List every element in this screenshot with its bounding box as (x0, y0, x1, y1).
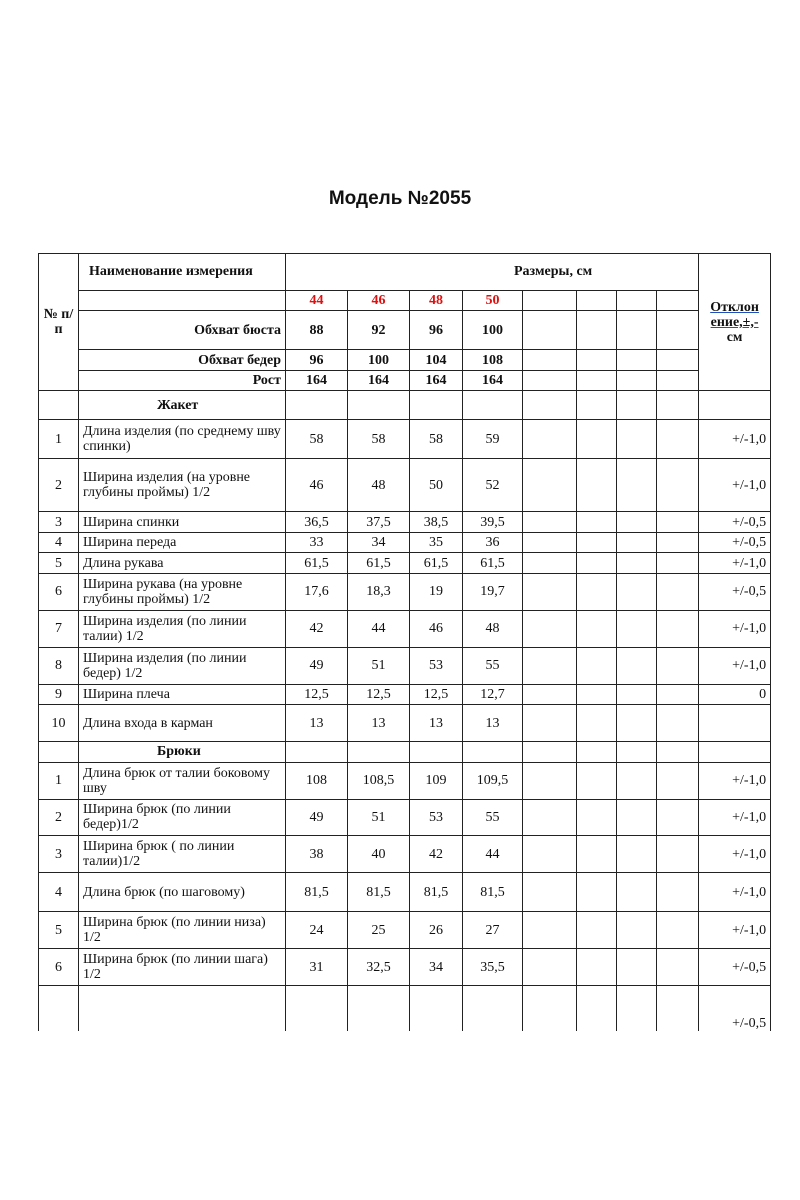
empty-cell (577, 370, 617, 391)
empty-cell (523, 311, 577, 350)
measure-value: 34 (410, 949, 463, 986)
measure-value: 49 (286, 799, 348, 836)
empty-cell (523, 532, 577, 553)
base-measure-value: 100 (348, 350, 410, 371)
row-number: 4 (39, 873, 79, 912)
empty-cell (523, 391, 577, 420)
deviation-header-text: ение,±,- (710, 314, 759, 330)
measure-value: 52 (463, 459, 523, 512)
measure-value (463, 986, 523, 1031)
empty-cell (577, 532, 617, 553)
deviation-value: +/-1,0 (699, 610, 771, 647)
empty-cell (617, 553, 657, 574)
empty-cell (577, 573, 617, 610)
deviation-value: +/-1,0 (699, 459, 771, 512)
row-number: 5 (39, 912, 79, 949)
empty-cell (286, 391, 348, 420)
row-number: 6 (39, 573, 79, 610)
deviation-value: +/-1,0 (699, 873, 771, 912)
measure-value: 46 (286, 459, 348, 512)
measure-value: 44 (463, 836, 523, 873)
base-measure-value: 104 (410, 350, 463, 371)
measure-value: 51 (348, 799, 410, 836)
table-row (39, 986, 771, 1031)
measure-name: Ширина переда (79, 532, 286, 553)
measure-value (410, 986, 463, 1031)
empty-cell (617, 290, 657, 311)
deviation-value: +/-0,5 (699, 573, 771, 610)
measure-name: Ширина брюк (по линии низа) 1/2 (79, 912, 286, 949)
empty-cell (523, 949, 577, 986)
row-number: 5 (39, 553, 79, 574)
empty-cell (657, 350, 699, 371)
measure-value: 44 (348, 610, 410, 647)
measure-value: 38 (286, 836, 348, 873)
base-measure-label: Рост (79, 370, 286, 391)
empty-cell (657, 610, 699, 647)
base-measure-label: Обхват бедер (79, 350, 286, 371)
empty-cell (617, 370, 657, 391)
empty-cell (79, 290, 286, 311)
measure-name: Ширина изделия (по линии талии) 1/2 (79, 610, 286, 647)
measure-value: 49 (286, 647, 348, 684)
empty-cell (657, 986, 699, 1031)
empty-cell (463, 391, 523, 420)
empty-cell (617, 420, 657, 459)
empty-cell (657, 459, 699, 512)
measure-name: Ширина брюк ( по линии талии)1/2 (79, 836, 286, 873)
table-row (39, 610, 771, 647)
measure-value: 19,7 (463, 573, 523, 610)
empty-cell (410, 391, 463, 420)
empty-cell (657, 684, 699, 705)
empty-cell (523, 610, 577, 647)
row-number: 4 (39, 532, 79, 553)
empty-cell (39, 742, 79, 763)
empty-cell (657, 553, 699, 574)
measure-value: 42 (410, 836, 463, 873)
measure-value: 39,5 (463, 512, 523, 533)
empty-cell (577, 684, 617, 705)
base-measure-row (39, 311, 771, 350)
empty-cell (523, 912, 577, 949)
measure-value: 61,5 (348, 553, 410, 574)
empty-cell (657, 647, 699, 684)
empty-cell (523, 705, 577, 742)
empty-cell (523, 370, 577, 391)
measure-name: Ширина плеча (79, 684, 286, 705)
empty-cell (617, 647, 657, 684)
table-row (39, 573, 771, 610)
measure-value: 33 (286, 532, 348, 553)
empty-cell (348, 742, 410, 763)
deviation-value: +/-1,0 (699, 799, 771, 836)
empty-cell (577, 799, 617, 836)
measure-value: 81,5 (348, 873, 410, 912)
measure-name: Ширина спинки (79, 512, 286, 533)
measure-value: 58 (410, 420, 463, 459)
measure-value: 26 (410, 912, 463, 949)
measure-value: 32,5 (348, 949, 410, 986)
measure-value: 51 (348, 647, 410, 684)
deviation-value: 0 (699, 684, 771, 705)
empty-cell (657, 705, 699, 742)
empty-cell (577, 705, 617, 742)
empty-cell (657, 391, 699, 420)
empty-cell (577, 647, 617, 684)
empty-cell (617, 799, 657, 836)
empty-cell (657, 420, 699, 459)
empty-cell (699, 742, 771, 763)
empty-cell (577, 311, 617, 350)
base-measure-value: 96 (286, 350, 348, 371)
measure-value: 25 (348, 912, 410, 949)
base-measure-value: 96 (410, 311, 463, 350)
row-number: 6 (39, 949, 79, 986)
empty-cell (617, 573, 657, 610)
deviation-value: +/-1,0 (699, 762, 771, 799)
empty-cell (617, 873, 657, 912)
sizes-row (39, 290, 771, 311)
base-measure-value: 100 (463, 311, 523, 350)
table-row (39, 762, 771, 799)
measure-value: 48 (463, 610, 523, 647)
measurement-table (38, 253, 771, 1031)
empty-cell (657, 532, 699, 553)
empty-cell (617, 705, 657, 742)
measure-value: 55 (463, 647, 523, 684)
table-row (39, 512, 771, 533)
measure-value: 17,6 (286, 573, 348, 610)
table-row (39, 836, 771, 873)
deviation-value: +/-0,5 (699, 986, 771, 1031)
measure-value: 53 (410, 799, 463, 836)
measure-value: 81,5 (410, 873, 463, 912)
table-row (39, 912, 771, 949)
measure-value: 38,5 (410, 512, 463, 533)
empty-cell (577, 949, 617, 986)
empty-cell (617, 912, 657, 949)
empty-cell (523, 420, 577, 459)
empty-cell (523, 799, 577, 836)
measure-value: 13 (463, 705, 523, 742)
table-row (39, 532, 771, 553)
base-measure-value: 88 (286, 311, 348, 350)
measure-value: 37,5 (348, 512, 410, 533)
measure-value: 58 (286, 420, 348, 459)
empty-cell (577, 742, 617, 763)
measure-value: 18,3 (348, 573, 410, 610)
measure-value: 24 (286, 912, 348, 949)
measure-value: 12,7 (463, 684, 523, 705)
deviation-value: +/-0,5 (699, 512, 771, 533)
measure-name: Длина рукава (79, 553, 286, 574)
measure-value: 19 (410, 573, 463, 610)
measure-value: 61,5 (463, 553, 523, 574)
empty-cell (657, 912, 699, 949)
num-header: № п/п (39, 254, 79, 391)
section-row (39, 391, 771, 420)
size-label: 46 (348, 290, 410, 311)
row-number: 3 (39, 512, 79, 533)
size-label: 48 (410, 290, 463, 311)
base-measure-row (39, 350, 771, 371)
section-title: Брюки (79, 742, 286, 763)
empty-cell (523, 553, 577, 574)
empty-cell (577, 420, 617, 459)
measure-value: 34 (348, 532, 410, 553)
deviation-value: +/-1,0 (699, 420, 771, 459)
measure-value: 53 (410, 647, 463, 684)
measure-name: Ширина брюк (по линии бедер)1/2 (79, 799, 286, 836)
measure-value: 50 (410, 459, 463, 512)
empty-cell (523, 762, 577, 799)
empty-cell (617, 610, 657, 647)
table-row (39, 873, 771, 912)
empty-cell (617, 512, 657, 533)
empty-cell (577, 836, 617, 873)
measure-value: 108 (286, 762, 348, 799)
empty-cell (463, 742, 523, 763)
measure-value: 35,5 (463, 949, 523, 986)
measure-value: 12,5 (348, 684, 410, 705)
table-row (39, 705, 771, 742)
empty-cell (523, 350, 577, 371)
base-measure-value: 164 (286, 370, 348, 391)
table-row (39, 420, 771, 459)
empty-cell (523, 647, 577, 684)
measure-name: Ширина изделия (по линии бедер) 1/2 (79, 647, 286, 684)
table-row (39, 459, 771, 512)
measure-name: Длина входа в карман (79, 705, 286, 742)
measure-value: 27 (463, 912, 523, 949)
base-measure-value: 164 (410, 370, 463, 391)
measure-value: 12,5 (410, 684, 463, 705)
empty-cell (577, 290, 617, 311)
empty-cell (617, 350, 657, 371)
deviation-value: +/-1,0 (699, 647, 771, 684)
header-row (39, 254, 771, 291)
empty-cell (617, 459, 657, 512)
measure-name: Ширина брюк (по линии шага) 1/2 (79, 949, 286, 986)
measure-value: 36 (463, 532, 523, 553)
measure-value: 61,5 (410, 553, 463, 574)
measure-value: 81,5 (463, 873, 523, 912)
empty-cell (577, 912, 617, 949)
empty-cell (523, 459, 577, 512)
measure-value: 81,5 (286, 873, 348, 912)
empty-cell (657, 762, 699, 799)
empty-cell (657, 836, 699, 873)
measure-name: Длина брюк от талии боковому шву (79, 762, 286, 799)
measure-value: 13 (348, 705, 410, 742)
measure-name: Длина изделия (по среднему шву спинки) (79, 420, 286, 459)
empty-cell (523, 290, 577, 311)
empty-cell (657, 512, 699, 533)
empty-cell (617, 986, 657, 1031)
deviation-header-text: Отклон (710, 299, 759, 315)
measure-value: 31 (286, 949, 348, 986)
empty-cell (657, 873, 699, 912)
size-label: 44 (286, 290, 348, 311)
measure-value: 109 (410, 762, 463, 799)
measure-value: 35 (410, 532, 463, 553)
row-number: 1 (39, 762, 79, 799)
empty-cell (523, 836, 577, 873)
base-measure-value: 164 (463, 370, 523, 391)
empty-cell (577, 350, 617, 371)
empty-cell (39, 391, 79, 420)
measure-value (348, 986, 410, 1031)
empty-cell (523, 512, 577, 533)
deviation-value: +/-0,5 (699, 532, 771, 553)
measure-value: 40 (348, 836, 410, 873)
empty-cell (577, 762, 617, 799)
empty-cell (348, 391, 410, 420)
page-title: Модель №2055 (328, 188, 472, 209)
table-row (39, 799, 771, 836)
measure-value: 42 (286, 610, 348, 647)
empty-cell (657, 573, 699, 610)
empty-cell (523, 986, 577, 1031)
measure-value: 12,5 (286, 684, 348, 705)
base-measure-value: 92 (348, 311, 410, 350)
empty-cell (577, 512, 617, 533)
measure-value: 36,5 (286, 512, 348, 533)
empty-cell (617, 762, 657, 799)
measure-name: Длина брюк (по шаговому) (79, 873, 286, 912)
empty-cell (657, 949, 699, 986)
measure-value: 48 (348, 459, 410, 512)
deviation-value: +/-0,5 (699, 949, 771, 986)
base-measure-row (39, 370, 771, 391)
size-label: 50 (463, 290, 523, 311)
measure-value: 46 (410, 610, 463, 647)
row-number: 3 (39, 836, 79, 873)
empty-cell (657, 370, 699, 391)
deviation-value (699, 705, 771, 742)
empty-cell (657, 742, 699, 763)
table-row (39, 949, 771, 986)
row-number: 9 (39, 684, 79, 705)
empty-cell (523, 684, 577, 705)
empty-cell (657, 311, 699, 350)
row-number (39, 986, 79, 1031)
empty-cell (523, 573, 577, 610)
measure-value (286, 986, 348, 1031)
row-number: 10 (39, 705, 79, 742)
table-row (39, 553, 771, 574)
empty-cell (523, 873, 577, 912)
empty-cell (577, 553, 617, 574)
empty-cell (286, 742, 348, 763)
deviation-value: +/-1,0 (699, 836, 771, 873)
empty-cell (699, 391, 771, 420)
empty-cell (617, 311, 657, 350)
measure-value: 61,5 (286, 553, 348, 574)
row-number: 2 (39, 459, 79, 512)
row-number: 8 (39, 647, 79, 684)
empty-cell (410, 742, 463, 763)
measure-value: 58 (348, 420, 410, 459)
empty-cell (577, 873, 617, 912)
empty-cell (657, 290, 699, 311)
empty-cell (617, 391, 657, 420)
empty-cell (523, 742, 577, 763)
empty-cell (577, 459, 617, 512)
measure-value: 55 (463, 799, 523, 836)
table-row (39, 684, 771, 705)
measure-value: 109,5 (463, 762, 523, 799)
empty-cell (577, 986, 617, 1031)
table-row (39, 647, 771, 684)
empty-cell (617, 949, 657, 986)
empty-cell (617, 742, 657, 763)
row-number: 7 (39, 610, 79, 647)
empty-cell (577, 391, 617, 420)
empty-cell (617, 684, 657, 705)
empty-cell (617, 836, 657, 873)
measure-name: Ширина изделия (на уровне глубины проймы) 1/2 (79, 459, 286, 512)
measure-value: 59 (463, 420, 523, 459)
sizes-header: Размеры, см (286, 254, 699, 291)
deviation-header-text: см (726, 329, 743, 345)
section-title: Жакет (79, 391, 286, 420)
empty-cell (657, 799, 699, 836)
name-header: Наименование измерения (79, 254, 286, 291)
deviation-value: +/-1,0 (699, 553, 771, 574)
measure-value: 13 (410, 705, 463, 742)
row-number: 1 (39, 420, 79, 459)
deviation-header (699, 254, 771, 391)
empty-cell (577, 610, 617, 647)
empty-cell (617, 532, 657, 553)
measure-name: Ширина рукава (на уровне глубины проймы) 1/2 (79, 573, 286, 610)
deviation-value: +/-1,0 (699, 912, 771, 949)
base-measure-label: Обхват бюста (79, 311, 286, 350)
row-number: 2 (39, 799, 79, 836)
measure-name (79, 986, 286, 1031)
measure-value: 108,5 (348, 762, 410, 799)
base-measure-value: 164 (348, 370, 410, 391)
base-measure-value: 108 (463, 350, 523, 371)
measure-value: 13 (286, 705, 348, 742)
section-row (39, 742, 771, 763)
